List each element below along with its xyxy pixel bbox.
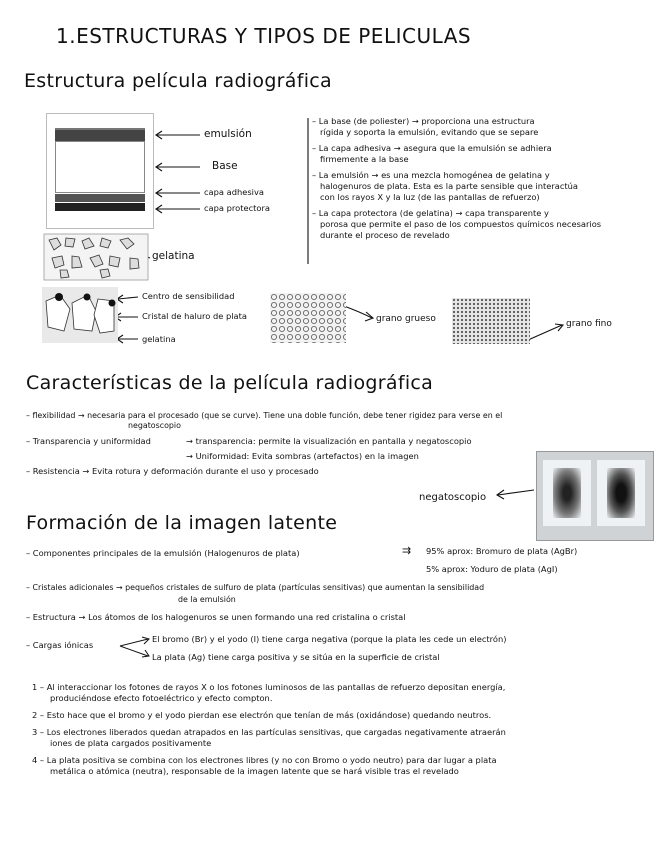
note-line: rígida y soporta la emulsión, evitando que se separe [320, 127, 539, 137]
latent-image-steps [32, 682, 650, 777]
componente-bromuro: 95% aprox: Bromuro de plata (AgBr) [426, 546, 578, 556]
protective-layer [55, 203, 145, 211]
note-protectora [312, 208, 652, 241]
emulsion-layer [55, 128, 145, 141]
note-line: – La capa protectora (de gelatina) → capa transparente y [312, 208, 549, 218]
xray-panel-left [543, 460, 591, 526]
note-adhesiva [312, 143, 652, 165]
label-negatoscopio: negatoscopio [419, 492, 487, 503]
note-line: durante el proceso de revelado [320, 230, 450, 240]
cristales-line: – Cristales adicionales → pequeños cristales de sulfuro de plata (partículas sensitivas) que aumentan la sensibilidad [26, 583, 485, 592]
estructura-line: – Estructura → Los átomos de los halogenuros se unen formando una red cristalina o cristal [26, 612, 406, 622]
label-grano-grueso: grano grueso [376, 314, 436, 324]
step-4 [32, 755, 650, 777]
label-base: Base [212, 160, 238, 172]
gelatina-illustration [44, 234, 148, 280]
cargas-arrows [118, 636, 152, 660]
label-gelatina-crystal: gelatina [142, 334, 176, 344]
step-line: 3 – Los electrones liberados quedan atrapados en las partículas sensitivas, que cargadas negativamente atraerán [32, 727, 506, 737]
label-grano-fino: grano fino [566, 319, 612, 329]
transparencia-lead: – Transparencia y uniformidad [26, 436, 151, 446]
cristales-line-2: de la emulsión [178, 595, 236, 604]
note-emulsion [312, 170, 652, 203]
note-line: – La base (de poliester) → proporciona una estructura [312, 116, 535, 126]
section-heading-structure: Estructura película radiográfica [24, 70, 332, 92]
xray-panel-right [597, 460, 645, 526]
note-line: firmemente a la base [320, 154, 409, 164]
label-emulsion: emulsión [204, 128, 252, 140]
step-line: 2 – Esto hace que el bromo y el yodo pierdan ese electrón que tenían de más (oxidándose) quedando neutros. [32, 710, 492, 720]
note-line: – La capa adhesiva → asegura que la emulsión se adhiera [312, 143, 552, 153]
step-1 [32, 682, 650, 704]
arrow-icon: ⇉ [402, 544, 412, 557]
cargas-lead: – Cargas iónicas [26, 640, 94, 650]
section-heading-characteristics: Características de la película radiográfica [26, 372, 434, 394]
step-line: 1 – Al interaccionar los fotones de rayos X o los fotones luminosos de las pantallas de refuerzo depositan energía, [32, 682, 506, 692]
flexibilidad-line-2: negatoscopio [128, 421, 181, 430]
structure-notes [312, 116, 652, 241]
componentes-lead: – Componentes principales de la emulsión (Halogenuros de plata) [26, 548, 300, 558]
step-line: iones de plata cargados positivamente [50, 738, 212, 748]
crystal-illustration [42, 287, 118, 343]
label-cristal-haluro: Cristal de haluro de plata [142, 311, 247, 321]
section-heading-latent-image: Formación de la imagen latente [26, 512, 338, 534]
grano-grueso-illustration [270, 293, 346, 343]
cargas-plata: La plata (Ag) tiene carga positiva y se sitúa en la superficie de cristal [152, 652, 440, 662]
componente-yoduro: 5% aprox: Yoduro de plata (AgI) [426, 564, 558, 574]
label-gelatina: gelatina [152, 250, 195, 262]
adhesive-layer [55, 194, 145, 202]
transparencia-item: → transparencia: permite la visualización en pantalla y negatoscopio [186, 436, 472, 446]
uniformidad-item: → Uniformidad: Evita sombras (artefactos) en la imagen [186, 451, 419, 461]
cargas-bromo-yodo: El bromo (Br) y el yodo (I) tiene carga negativa (porque la plata les cede un electrón) [152, 634, 507, 644]
film-layer-diagram [46, 113, 154, 229]
note-base [312, 116, 652, 138]
label-capa-protectora: capa protectora [204, 203, 270, 213]
label-centro-sensibilidad: Centro de sensibilidad [142, 291, 235, 301]
grano-fino-illustration [452, 298, 530, 344]
flexibilidad-line: – flexibilidad → necesaria para el procesado (que se curve). Tiene una doble función, debe tener rigidez para verse en el [26, 411, 503, 420]
step-2 [32, 710, 650, 721]
step-line: metálica o atómica (neutra), responsable de la imagen latente que se hará visible tras el revelado [50, 766, 459, 776]
negatoscopio-image [536, 451, 654, 541]
step-line: produciéndose efecto fotoeléctrico y efecto compton. [50, 693, 273, 703]
step-line: 4 – La plata positiva se combina con los electrones libres (y no con Bromo o yodo neutro) para dar lugar a plata [32, 755, 497, 765]
page-title: 1.ESTRUCTURAS Y TIPOS DE PELICULAS [56, 24, 472, 48]
label-capa-adhesiva: capa adhesiva [204, 187, 264, 197]
resistencia-line: – Resistencia → Evita rotura y deformación durante el uso y procesado [26, 466, 319, 476]
step-3 [32, 727, 650, 749]
note-line: – La emulsión → es una mezcla homogénea de gelatina y [312, 170, 550, 180]
note-line: halogenuros de plata. Esta es la parte sensible que interactúa [320, 181, 579, 191]
note-line: con los rayos X y la luz (de las pantallas de refuerzo) [320, 192, 540, 202]
base-layer [55, 141, 145, 193]
note-line: porosa que permite el paso de los compuestos químicos necesarios [320, 219, 602, 229]
